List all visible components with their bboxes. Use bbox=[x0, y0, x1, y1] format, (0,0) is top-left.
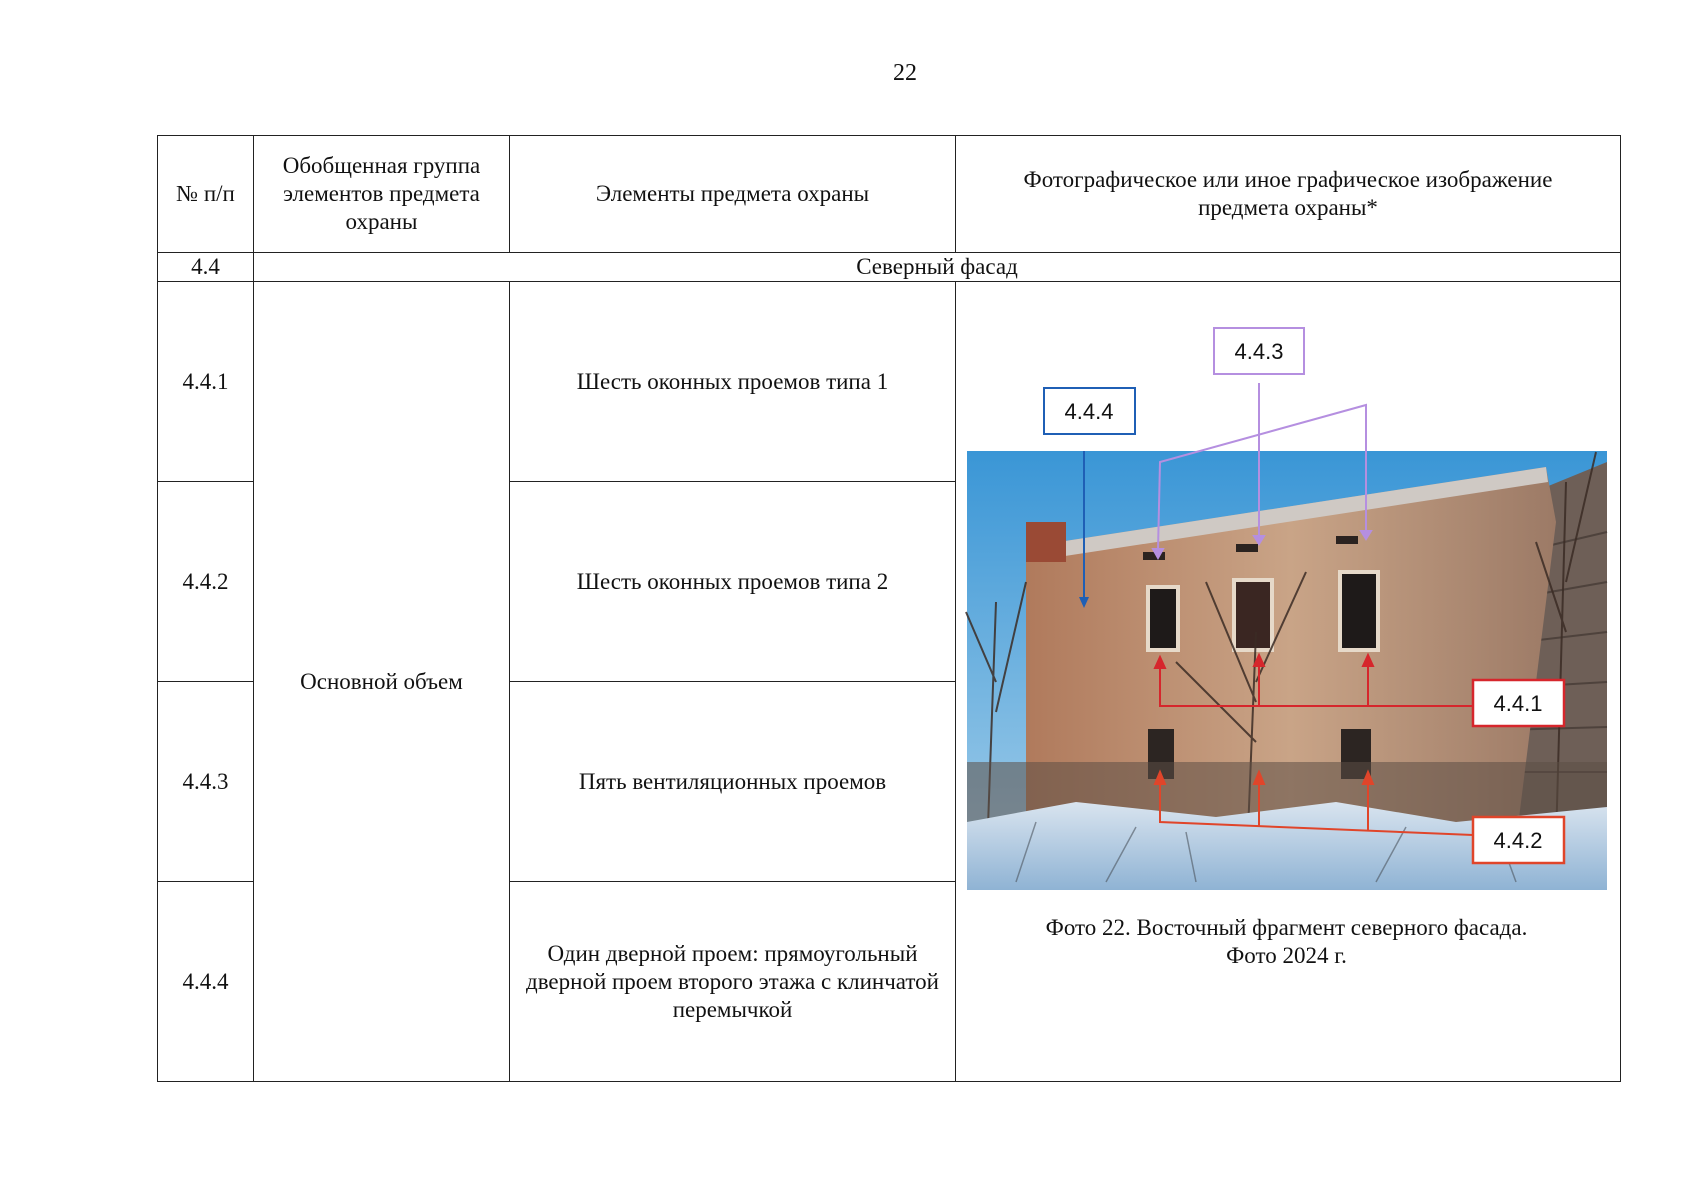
label-4-4-2 bbox=[1473, 817, 1564, 863]
group-cell: Основной объем bbox=[254, 282, 510, 1082]
row-element: Шесть оконных проемов типа 2 bbox=[510, 482, 956, 682]
caption-line-2: Фото 2024 г. bbox=[1226, 943, 1347, 968]
section-num: 4.4 bbox=[158, 253, 254, 282]
svg-text:4.4.4: 4.4.4 bbox=[1064, 399, 1114, 424]
header-image: Фотографическое или иное графическое изображение предмета охраны* bbox=[956, 136, 1621, 253]
row-element: Шесть оконных проемов типа 1 bbox=[510, 282, 956, 482]
row-element: Пять вентиляционных проемов bbox=[510, 682, 956, 882]
page-number: 22 bbox=[893, 60, 917, 86]
svg-text:4.4.3: 4.4.3 bbox=[1234, 339, 1284, 364]
section-title: Северный фасад bbox=[254, 253, 1621, 282]
label-4-4-1 bbox=[1473, 680, 1564, 726]
table-header-row bbox=[158, 136, 1621, 253]
photo-cell bbox=[956, 282, 1621, 1082]
protection-table bbox=[157, 135, 1621, 1082]
row-num: 4.4.2 bbox=[158, 482, 254, 682]
annotated-photo bbox=[956, 282, 1617, 1082]
header-group: Обобщенная группа элементов предмета охраны bbox=[254, 136, 510, 253]
section-row bbox=[158, 253, 1621, 282]
row-element: Один дверной проем: прямоугольный дверной проем второго этажа с клинчатой перемычкой bbox=[510, 882, 956, 1082]
photo-caption bbox=[956, 914, 1617, 970]
row-num: 4.4.4 bbox=[158, 882, 254, 1082]
svg-text:4.4.1: 4.4.1 bbox=[1493, 691, 1543, 716]
caption-line-1: Фото 22. Восточный фрагмент северного фасада. bbox=[1045, 915, 1528, 940]
header-elements: Элементы предмета охраны bbox=[510, 136, 956, 253]
row-num: 4.4.3 bbox=[158, 682, 254, 882]
label-4-4-3 bbox=[1214, 328, 1304, 374]
svg-text:4.4.2: 4.4.2 bbox=[1493, 828, 1543, 853]
table-row bbox=[158, 282, 1621, 482]
row-num: 4.4.1 bbox=[158, 282, 254, 482]
header-num: № п/п bbox=[158, 136, 254, 253]
label-4-4-4 bbox=[1044, 388, 1135, 434]
